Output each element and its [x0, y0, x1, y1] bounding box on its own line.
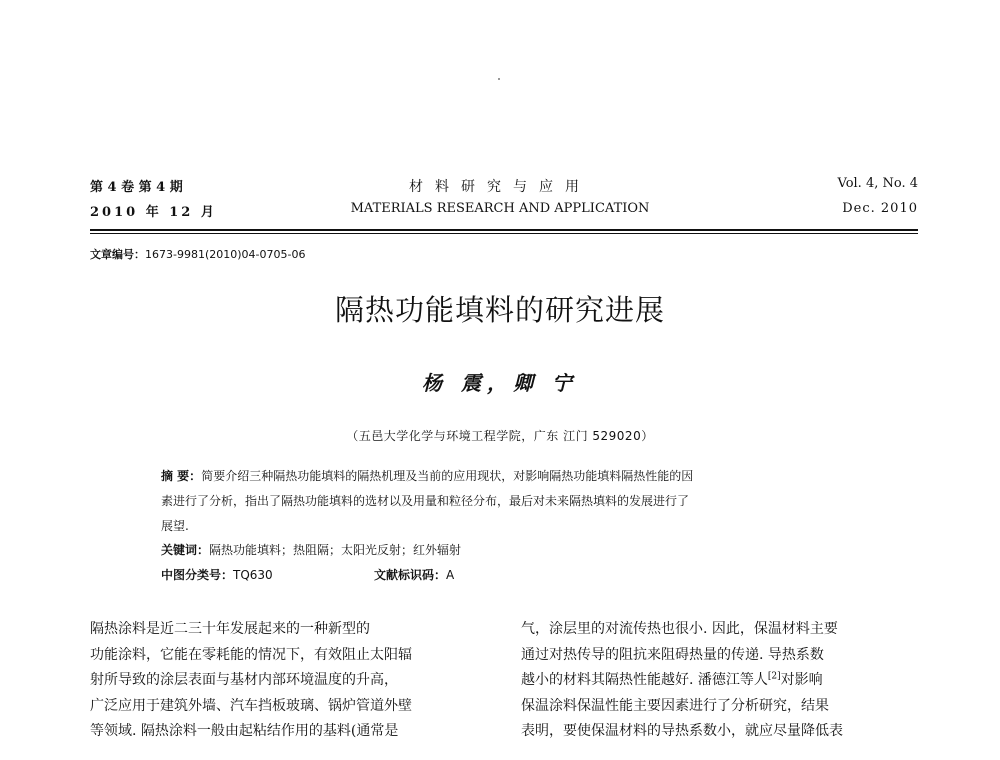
body-line: 隔热涂料是近二三十年发展起来的一种新型的 — [90, 621, 370, 637]
abstract-line — [161, 464, 851, 489]
abstract-label: 摘 要： — [161, 469, 202, 483]
abstract — [161, 464, 851, 539]
keywords-label: 关键词： — [161, 543, 210, 557]
keywords — [161, 541, 461, 558]
abstract-line: 展望. — [161, 519, 189, 533]
body-line — [521, 668, 921, 694]
journal-date-cn: 2010 年 12 月 — [90, 205, 217, 220]
document-code-label: 文献标识码： — [374, 568, 447, 582]
body-text: 越小的材料其隔热性能越好. 潘德江等人 — [521, 672, 768, 688]
body-line: 气，涂层里的对流传热也很小. 因此，保温材料主要 — [521, 621, 838, 637]
header-rule-thin — [90, 233, 918, 234]
citation-ref: [2] — [767, 671, 781, 682]
classification-value: TQ630 — [233, 568, 273, 582]
paper-title: 隔热功能填料的研究进展 — [334, 293, 665, 327]
abstract-line: 素进行了分析，指出了隔热功能填料的选材以及用量和粒径分布，最后对未来隔热填料的发展进行了 — [161, 494, 690, 508]
body-line: 射所导致的涂层表面与基材内部环境温度的升高， — [90, 672, 398, 688]
document-code-value: A — [446, 568, 455, 582]
body-line: 功能涂料，它能在零耗能的情况下，有效阻止太阳辐 — [90, 646, 412, 663]
journal-volume-issue: 第 4 卷 第 4 期 — [90, 180, 183, 195]
classification-label: 中图分类号： — [161, 568, 234, 582]
body-line: 通过对热传导的阻抗来阻碍热量的传递. 导热系数 — [521, 646, 824, 663]
keywords-value: 隔热功能填料；热阻隔；太阳光反射；红外辐射 — [209, 543, 462, 557]
journal-date-en: Dec. 2010 — [842, 201, 918, 216]
body-line: 表明，要使保温材料的导热系数小，就应尽量降低表 — [521, 723, 843, 739]
journal-name-cn: 材料研究与应用 — [409, 179, 591, 195]
abstract-text: 简要介绍三种隔热功能填料的隔热机理及当前的应用现状，对影响隔热功能填料隔热性能的因 — [201, 469, 694, 483]
body-line: 等领域. 隔热涂料一般由起粘结作用的基料(通常是 — [90, 723, 399, 739]
body-line: 保温涂料保温性能主要因素进行了分析研究，结果 — [521, 697, 829, 714]
body-text: 对影响 — [780, 672, 823, 688]
body-column-right — [521, 617, 921, 745]
journal-volume-issue-en: Vol. 4, No. 4 — [837, 176, 918, 191]
journal-name-en: MATERIALS RESEARCH AND APPLICATION — [350, 201, 650, 216]
classification — [161, 566, 273, 583]
document-code — [374, 566, 454, 583]
body-column-left — [90, 617, 490, 745]
paper-authors: 杨 震，卿 宁 — [422, 371, 578, 395]
paper-affiliation: （五邑大学化学与环境工程学院，广东 江门 529020） — [346, 429, 654, 443]
header-rule-thick — [90, 229, 918, 231]
body-line: 广泛应用于建筑外墙、汽车挡板玻璃、锅炉管道外壁 — [90, 697, 412, 714]
scan-speck — [498, 78, 500, 80]
article-number — [90, 246, 305, 262]
article-number-label: 文章编号： — [90, 248, 145, 261]
article-number-value: 1673-9981(2010)04-0705-06 — [145, 248, 306, 261]
